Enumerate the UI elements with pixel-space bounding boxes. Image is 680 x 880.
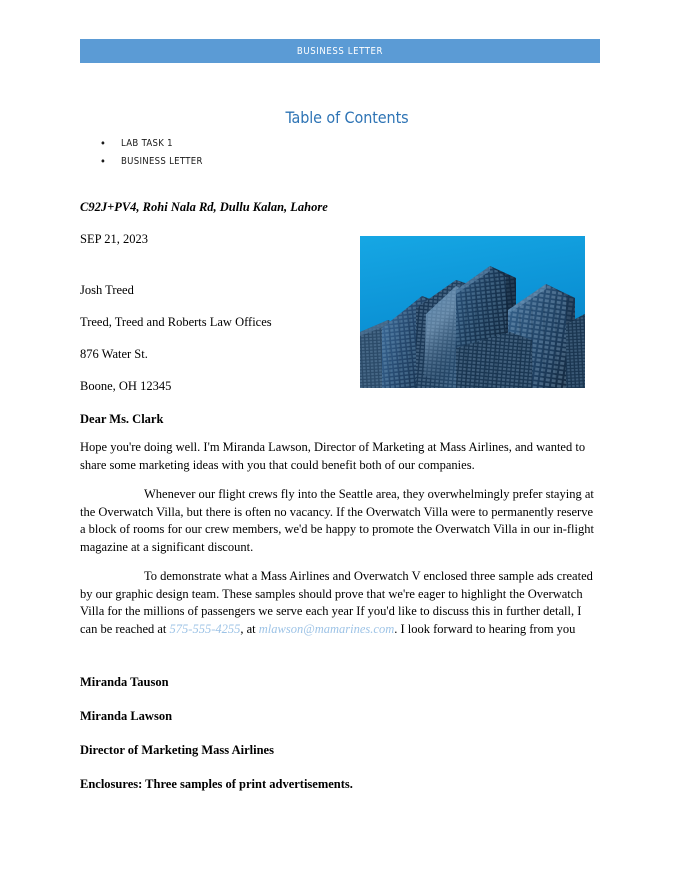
recipient-city-state-zip: Boone, OH 12345 <box>80 379 172 393</box>
email-link[interactable]: mlawson@mamarines.com <box>258 621 395 636</box>
letter-date: SEP 21, 2023 <box>80 232 148 246</box>
body-paragraph-3 <box>80 568 600 638</box>
document-header-banner <box>80 39 600 63</box>
salutation: Dear Ms. Clark <box>80 412 164 426</box>
enclosures-note: Enclosures: Three samples of print advertisements. <box>80 777 353 791</box>
paragraph-3-text-end: . I look forward to hearing from you <box>394 621 576 636</box>
toc-item-business-letter[interactable] <box>80 153 600 171</box>
paragraph-3-text-middle: , at <box>240 621 259 636</box>
banner-title: BUSINESS LETTER <box>296 45 384 57</box>
body-paragraph-1: Hope you're doing well. I'm Miranda Lawson, Director of Marketing at Mass Airlines, and wanted to share some marketing ideas with you that could benefit both of our companies. <box>80 440 586 472</box>
sender-title: Director of Marketing Mass Airlines <box>80 743 274 757</box>
recipient-street: 876 Water St. <box>80 347 148 361</box>
signature-block <box>80 674 600 792</box>
recipient-address-block <box>80 282 370 394</box>
phone-link[interactable]: 575-555-4255 <box>169 621 241 636</box>
recipient-company: Treed, Treed and Roberts Law Offices <box>80 315 272 329</box>
toc-list <box>80 135 600 171</box>
toc-item-lab-task-1[interactable] <box>80 135 600 153</box>
bullet-icon: • <box>100 137 107 150</box>
paragraph-3-text-start: To demonstrate what a Mass Airlines and Overwatch V enclosed three sample ads created by our graphic design team. These samples should prove that we're eager to highlight the Overwatch Villa for the millions of passengers we serve each year If you'd like to discuss this in further detall, I can be reached at <box>80 569 593 636</box>
signature-name: Miranda Tauson <box>80 675 169 689</box>
sender-name: Miranda Lawson <box>80 709 173 723</box>
letter-body <box>80 198 600 810</box>
toc-heading: Table of Contents <box>285 108 409 127</box>
table-of-contents <box>80 108 600 171</box>
bullet-icon: • <box>100 155 107 168</box>
toc-item-label: BUSINESS LETTER <box>121 156 203 167</box>
recipient-name: Josh Treed <box>80 283 134 297</box>
body-paragraph-2: Whenever our flight crews fly into the Seattle area, they overwhelmingly prefer staying at the Overwatch Villa, but there is often no vacancy. If the Overwatch Villa were to permanently reserve a block of rooms for our crew members, we'd be happy to promote the Overwatch Villa in our in-flight magazine at a significant discount. <box>80 487 594 554</box>
sender-address: C92J+PV4, Rohi Nala Rd, Dullu Kalan, Lahore <box>80 200 328 214</box>
toc-item-label: LAB TASK 1 <box>121 138 173 149</box>
